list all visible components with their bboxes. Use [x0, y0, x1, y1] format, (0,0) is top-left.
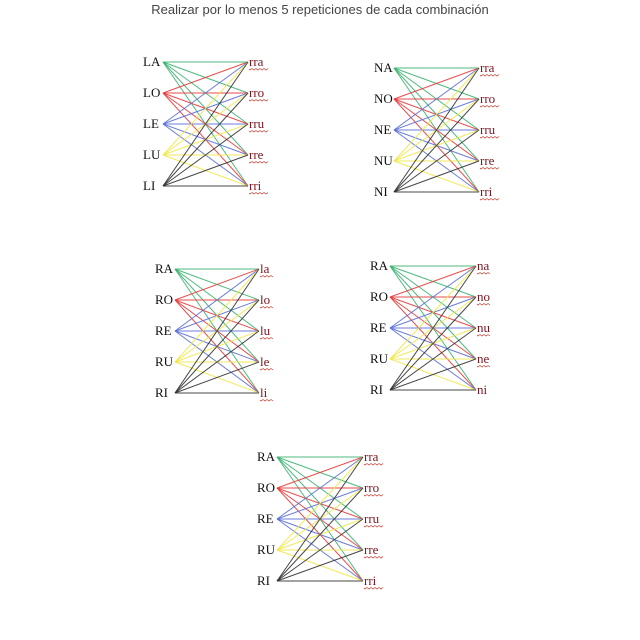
left-syllable: RO [370, 289, 389, 304]
left-syllable: LO [143, 85, 161, 100]
left-syllable: RI [257, 573, 270, 588]
right-syllable: rre [364, 542, 379, 557]
right-syllable: rre [480, 153, 495, 168]
right-syllable: rri [364, 573, 377, 588]
right-syllable: rro [480, 91, 496, 106]
syllable-group-2 [374, 60, 499, 200]
left-syllable: LU [143, 147, 161, 162]
left-syllable: RA [155, 261, 174, 276]
page-title: Realizar por lo menos 5 repeticiones de cada combinación [151, 2, 489, 17]
right-syllable: rro [249, 85, 265, 100]
right-syllable: rru [364, 511, 380, 526]
right-syllable: ni [477, 382, 488, 397]
right-syllable: rra [480, 60, 495, 75]
left-syllable: NE [374, 122, 392, 137]
left-syllable: RI [370, 382, 383, 397]
right-syllable: rru [480, 122, 496, 137]
right-syllable: no [477, 289, 490, 304]
left-syllable: RU [370, 351, 389, 366]
right-syllable: li [260, 385, 268, 400]
left-syllable: NI [374, 184, 388, 199]
left-syllable: RI [155, 385, 168, 400]
left-syllable: RE [155, 323, 172, 338]
right-syllable: rri [249, 178, 262, 193]
right-syllable: ne [477, 351, 490, 366]
left-syllable: RU [257, 542, 276, 557]
right-syllable: rra [249, 54, 264, 69]
right-syllable: le [260, 354, 270, 369]
right-syllable: lo [260, 292, 271, 307]
right-syllable: nu [477, 320, 490, 335]
left-syllable: RU [155, 354, 174, 369]
left-syllable: NO [374, 91, 393, 106]
right-syllable: rre [249, 147, 264, 162]
left-syllable: RO [155, 292, 174, 307]
left-syllable: LA [143, 54, 161, 69]
right-syllable: rri [480, 184, 493, 199]
left-syllable: NU [374, 153, 393, 168]
right-syllable: lu [260, 323, 271, 338]
syllable-group-1 [143, 54, 268, 194]
left-syllable: LE [143, 116, 159, 131]
syllable-group-5 [257, 449, 383, 589]
right-syllable: la [260, 261, 270, 276]
left-syllable: NA [374, 60, 393, 75]
left-syllable: RE [370, 320, 387, 335]
right-syllable: rro [364, 480, 380, 495]
right-syllable: rru [249, 116, 265, 131]
right-syllable: na [477, 258, 490, 273]
syllable-group-3 [155, 261, 273, 401]
right-syllable: rra [364, 449, 379, 464]
syllable-group-4 [370, 258, 491, 397]
left-syllable: RO [257, 480, 276, 495]
left-syllable: RA [370, 258, 389, 273]
left-syllable: RA [257, 449, 276, 464]
left-syllable: RE [257, 511, 274, 526]
left-syllable: LI [143, 178, 156, 193]
